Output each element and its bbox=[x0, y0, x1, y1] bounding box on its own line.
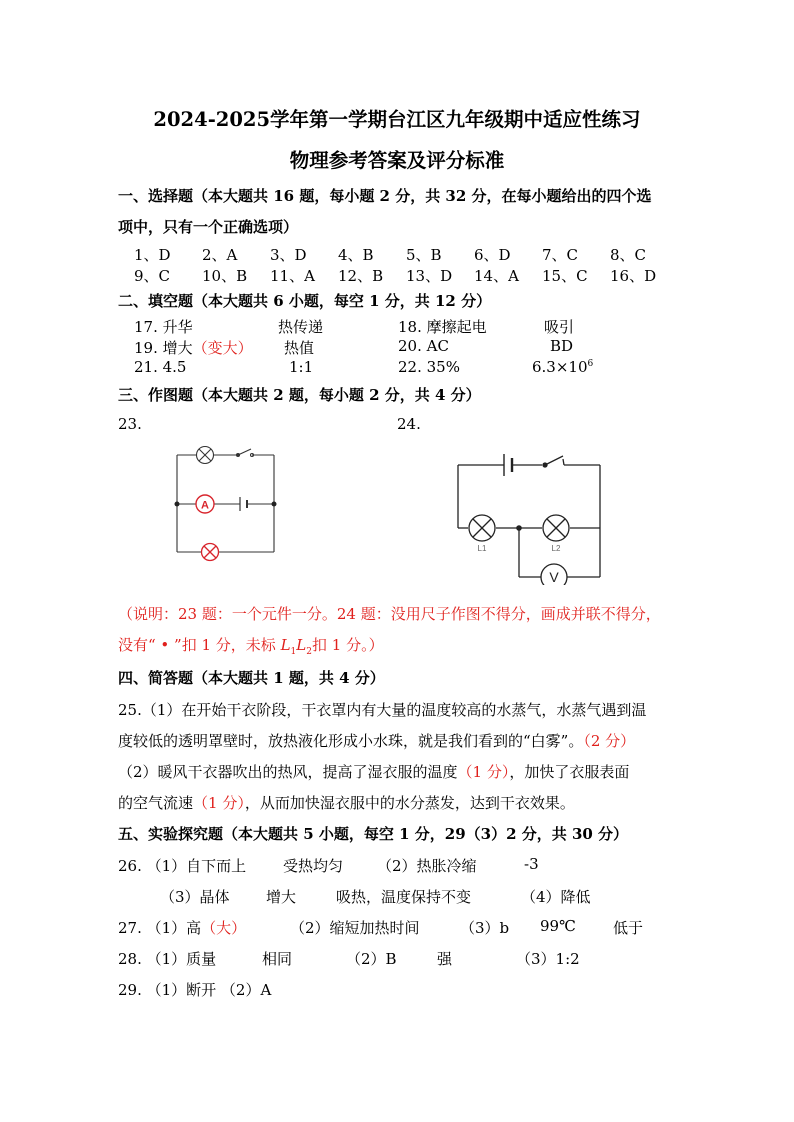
answer-27d: 99℃ bbox=[540, 917, 576, 935]
section5-heading: 五、实验探究题（本大题共 5 小题，每空 1 分，29（3）2 分，共 30 分） bbox=[118, 825, 629, 843]
answer-19b: 热值 bbox=[284, 339, 315, 357]
drawing-note-cont: 没有“ • ”扣 1 分，未标 $L_1L_2$扣 1 分。） bbox=[118, 636, 384, 657]
mcq-answer: 11、A bbox=[270, 267, 315, 285]
answer-26b: 受热均匀 bbox=[283, 857, 344, 875]
answer-17: 17. 升华 bbox=[134, 318, 193, 336]
mcq-answer: 9、C bbox=[134, 267, 171, 285]
answer-17b: 热传递 bbox=[278, 318, 324, 336]
switch-icon bbox=[237, 449, 254, 457]
answer-29: 29. （1）断开 （2）A bbox=[118, 981, 272, 999]
answer-28a: 28. （1）质量 bbox=[118, 950, 217, 968]
answer-22: 22. 35% bbox=[398, 358, 460, 376]
mcq-answer: 6、D bbox=[474, 246, 511, 264]
mcq-answer: 10、B bbox=[202, 267, 248, 285]
answer-25-line3: （2）暖风干衣器吹出的热风，提高了湿衣服的温度（1 分），加快了衣服表面 bbox=[118, 763, 630, 781]
lamp-icon bbox=[469, 515, 495, 541]
circuit-diagram-23 bbox=[170, 440, 280, 565]
answer-25-line1: 25.（1）在开始干衣阶段，干衣罩内有大量的温度较高的水蒸气，水蒸气遇到温 bbox=[118, 701, 647, 719]
answer-26d: -3 bbox=[524, 855, 539, 873]
answer-28e: （3）1:2 bbox=[516, 950, 580, 968]
q24-label: 24. bbox=[397, 415, 421, 433]
lamp-l2-label: L2 bbox=[551, 544, 561, 553]
voltmeter-icon bbox=[541, 564, 567, 585]
battery-icon bbox=[240, 497, 247, 511]
answer-26f: 增大 bbox=[266, 888, 297, 906]
answer-20b: BD bbox=[550, 337, 574, 355]
answer-28c: （2）B bbox=[346, 950, 397, 968]
lamp-icon bbox=[197, 447, 214, 464]
mcq-answer: 14、A bbox=[474, 267, 519, 285]
section2-heading: 二、填空题（本大题共 6 小题，每空 1 分，共 12 分） bbox=[118, 292, 492, 310]
answer-18: 18. 摩擦起电 bbox=[398, 318, 487, 336]
mcq-answer: 1、D bbox=[134, 246, 171, 264]
answer-26h: （4）降低 bbox=[521, 888, 591, 906]
answer-21b: 1:1 bbox=[289, 358, 314, 376]
mcq-answer: 2、A bbox=[202, 246, 238, 264]
answer-26a: 26. （1）自下而上 bbox=[118, 857, 247, 875]
section4-heading: 四、简答题（本大题共 1 题，共 4 分） bbox=[118, 669, 385, 687]
section1-heading-cont: 项中，只有一个正确选项） bbox=[118, 218, 299, 236]
answer-27b: （2）缩短加热时间 bbox=[290, 919, 420, 937]
mcq-answer: 8、C bbox=[610, 246, 647, 264]
answer-21: 21. 4.5 bbox=[134, 358, 187, 376]
answer-27a: 27. （1）高（大） bbox=[118, 919, 247, 937]
section3-heading: 三、作图题（本大题共 2 题，每小题 2 分，共 4 分） bbox=[118, 386, 481, 404]
lamp-l1-label: L1 bbox=[477, 544, 487, 553]
answer-22b: $6.3\times 10^6$ bbox=[532, 358, 594, 376]
answer-26e: （3）晶体 bbox=[160, 888, 230, 906]
mcq-answer: 16、D bbox=[610, 267, 657, 285]
mcq-answer: 13、D bbox=[406, 267, 453, 285]
svg-text:V: V bbox=[549, 569, 559, 585]
switch-icon bbox=[543, 456, 563, 467]
lamp-icon bbox=[202, 544, 219, 561]
circuit-diagram-24 bbox=[450, 445, 610, 585]
mcq-answer: 3、D bbox=[270, 246, 307, 264]
page-subtitle: 物理参考答案及评分标准 bbox=[289, 149, 505, 172]
ammeter-icon bbox=[196, 495, 214, 513]
answer-28b: 相同 bbox=[262, 950, 293, 968]
battery-icon bbox=[504, 454, 512, 476]
q23-label: 23. bbox=[118, 415, 142, 433]
mcq-answer: 5、B bbox=[406, 246, 442, 264]
answer-25-line4: 的空气流速（1 分），从而加快湿衣服中的水分蒸发，达到干衣效果。 bbox=[118, 794, 575, 812]
answer-25-line2: 度较低的透明罩壁时，放热液化形成小水珠，就是我们看到的“白雾”。（2 分） bbox=[118, 732, 636, 750]
mcq-answer: 7、C bbox=[542, 246, 579, 264]
answer-27c: （3）b bbox=[460, 919, 510, 937]
page-title: 2024-2025学年第一学期台江区九年级期中适应性练习 bbox=[153, 108, 641, 131]
answer-19: 19. 增大（变大） bbox=[134, 339, 253, 357]
answer-27e: 低于 bbox=[613, 919, 644, 937]
lamp-icon bbox=[543, 515, 569, 541]
answer-26c: （2）热胀冷缩 bbox=[377, 857, 477, 875]
mcq-answer: 4、B bbox=[338, 246, 374, 264]
svg-text:A: A bbox=[201, 499, 209, 512]
answer-28d: 强 bbox=[437, 950, 453, 968]
mcq-answer: 12、B bbox=[338, 267, 384, 285]
mcq-answer: 15、C bbox=[542, 267, 588, 285]
drawing-note: （说明：23 题：一个元件一分。24 题：没用尺子作图不得分，画成并联不得分， bbox=[118, 605, 661, 623]
answer-20: 20. AC bbox=[398, 337, 449, 355]
answer-26g: 吸热，温度保持不变 bbox=[336, 888, 472, 906]
answer-18b: 吸引 bbox=[544, 318, 575, 336]
section1-heading: 一、选择题（本大题共 16 题，每小题 2 分，共 32 分，在每小题给出的四个选 bbox=[118, 187, 652, 205]
